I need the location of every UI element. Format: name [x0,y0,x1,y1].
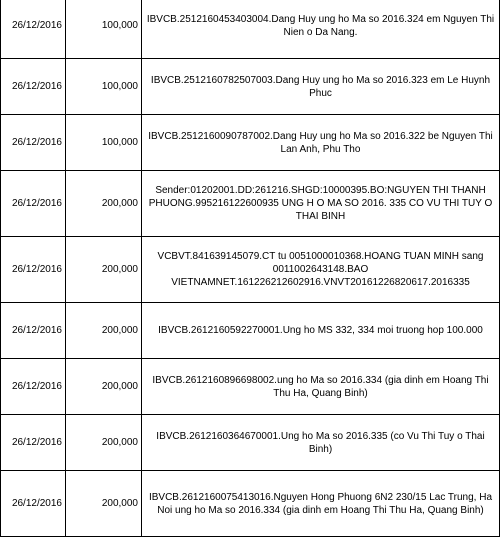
table-row [1,115,500,171]
date-cell: 26/12/2016 [1,237,66,303]
date-cell: 26/12/2016 [1,359,66,415]
description-cell: VCBVT.841639145079.CT tu 0051000010368.HOANG TUAN MINH sang 0011002643148.BAO VIETNAMNET.161226212602916.VNVT20161226820617.2016335 [142,237,500,303]
date-cell: 26/12/2016 [1,415,66,471]
amount-cell: 200,000 [66,171,142,237]
amount-cell: 200,000 [66,359,142,415]
date-cell: 26/12/2016 [1,0,66,59]
description-cell: IBVCB.2612160592270001.Ung ho MS 332, 334 moi truong hop 100.000 [142,303,500,359]
description-cell: IBVCB.2612160364670001.Ung ho Ma so 2016.335 (co Vu Thi Tuy o Thai Binh) [142,415,500,471]
date-cell: 26/12/2016 [1,59,66,115]
description-cell: IBVCB.2612160075413016.Nguyen Hong Phuong 6N2 230/15 Lac Trung, Ha Noi ung ho Ma so 2016.334 (gia dinh em Hoang Thi Thu Ha, Quang Binh) [142,471,500,537]
table-row [1,303,500,359]
amount-cell: 100,000 [66,0,142,59]
table-row [1,171,500,237]
amount-cell: 200,000 [66,303,142,359]
table-row [1,359,500,415]
table-row [1,0,500,59]
description-cell: IBVCB.2512160782507003.Dang Huy ung ho Ma so 2016.323 em Le Huynh Phuc [142,59,500,115]
amount-cell: 100,000 [66,115,142,171]
table-row [1,237,500,303]
amount-cell: 200,000 [66,237,142,303]
date-cell: 26/12/2016 [1,303,66,359]
amount-cell: 100,000 [66,59,142,115]
date-cell: 26/12/2016 [1,471,66,537]
date-cell: 26/12/2016 [1,171,66,237]
description-cell: IBVCB.2612160896698002.ung ho Ma so 2016.334 (gia dinh em Hoang Thi Thu Ha, Quang Binh) [142,359,500,415]
description-cell: IBVCB.2512160453403004.Dang Huy ung ho Ma so 2016.324 em Nguyen Thi Nien o Da Nang. [142,0,500,59]
amount-cell: 200,000 [66,471,142,537]
table-row [1,471,500,537]
date-cell: 26/12/2016 [1,115,66,171]
description-cell: IBVCB.2512160090787002.Dang Huy ung ho Ma so 2016.322 be Nguyen Thi Lan Anh, Phu Tho [142,115,500,171]
table-row [1,415,500,471]
table-row [1,59,500,115]
amount-cell: 200,000 [66,415,142,471]
description-cell: Sender:01202001.DD:261216.SHGD:10000395.BO:NGUYEN THI THANH PHUONG.995216122600935 UNG H O MA SO 2016. 335 CO VU THI TUY O THAI BINH [142,171,500,237]
